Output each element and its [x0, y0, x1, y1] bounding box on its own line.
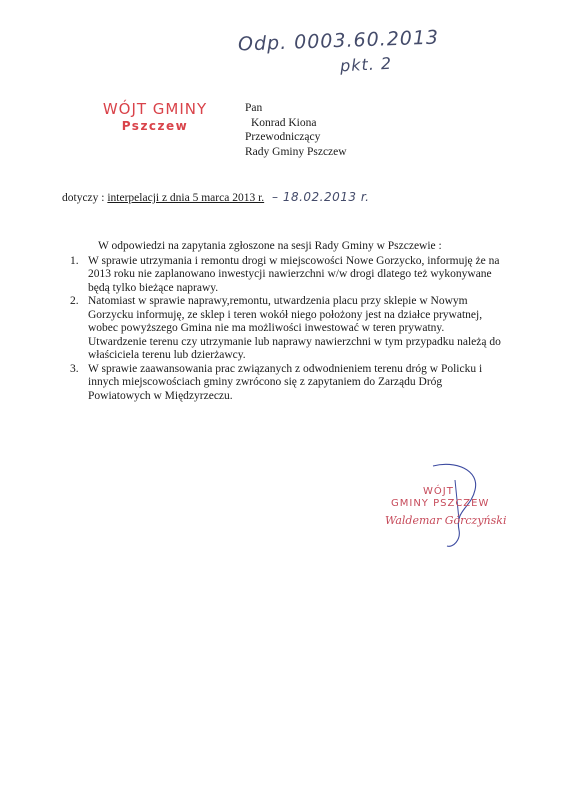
handwritten-date: – 18.02.2013 r.: [272, 190, 370, 204]
addressee-organization: Rady Gminy Pszczew: [245, 145, 347, 158]
stamp-title: WÓJT GMINY: [102, 100, 208, 118]
item-number: 3.: [70, 362, 79, 375]
item-number: 1.: [70, 254, 79, 267]
addressee-salutation: Pan: [245, 102, 263, 114]
subject-prefix: dotyczy :: [62, 192, 108, 204]
item-line: 2013 roku nie zaplanowano inwestycji nawierzchni w/w drogi dlatego też wykonywane: [88, 268, 492, 280]
subject-text: interpelacji z dnia 5 marca 2013 r.: [107, 192, 265, 204]
mayor-stamp: [100, 100, 210, 133]
item-line: właściciela terenu lub dzierżawcy.: [88, 349, 246, 361]
item-line: będą tylko bieżące naprawy.: [88, 281, 219, 294]
item-line: W sprawie utrzymania i remontu drogi w miejscowości Nowe Gorzycko, informuję że na: [88, 254, 500, 267]
addressee-name: Konrad Kiona: [251, 116, 317, 129]
stamp-title: WÓJT: [423, 486, 454, 497]
item-line: Gorzycku informuję, ze sklep i teren wokół niego położony jest na działce prywatnej,: [88, 308, 483, 321]
reference-point: pkt. 2: [339, 53, 393, 76]
signatory-name: Waldemar Górczyński: [385, 514, 507, 527]
item-line: innych miejscowościach gminy zwrócono się z zapytaniem do Zarządu Dróg: [88, 376, 443, 388]
stamp-place: Pszczew: [121, 119, 189, 133]
reference-number: Odp. 0003.60.2013: [237, 26, 440, 56]
stamp-organization: GMINY PSZCZEW: [391, 498, 490, 509]
list-item: [60, 295, 515, 363]
item-line: Natomiast w sprawie naprawy,remontu, utwardzenia placu przy sklepie w Nowym: [88, 295, 468, 307]
item-line: Utwardzenie terenu czy utrzymanie lub naprawy nawierzchni w tym przypadku należą do: [88, 335, 501, 348]
list-item: [60, 255, 515, 296]
letter-body: [60, 240, 515, 403]
item-number: 2.: [70, 295, 79, 307]
item-line: Powiatowych w Międzyrzeczu.: [88, 389, 233, 402]
list-item: [60, 363, 515, 404]
addressee-block: [245, 101, 347, 159]
subject-line: [62, 192, 264, 204]
addressee-role: Przewodniczący: [245, 131, 321, 143]
response-list: [60, 255, 515, 404]
item-line: W sprawie zaawansowania prac związanych z odwodnieniem terenu dróg w Policku i: [88, 362, 483, 375]
item-line: wobec powyższego Gmina nie ma możliwości inwestować w teren prywatny.: [88, 322, 445, 334]
body-intro: W odpowiedzi na zapytania zgłoszone na sesji Rady Gminy w Pszczewie :: [98, 240, 442, 252]
